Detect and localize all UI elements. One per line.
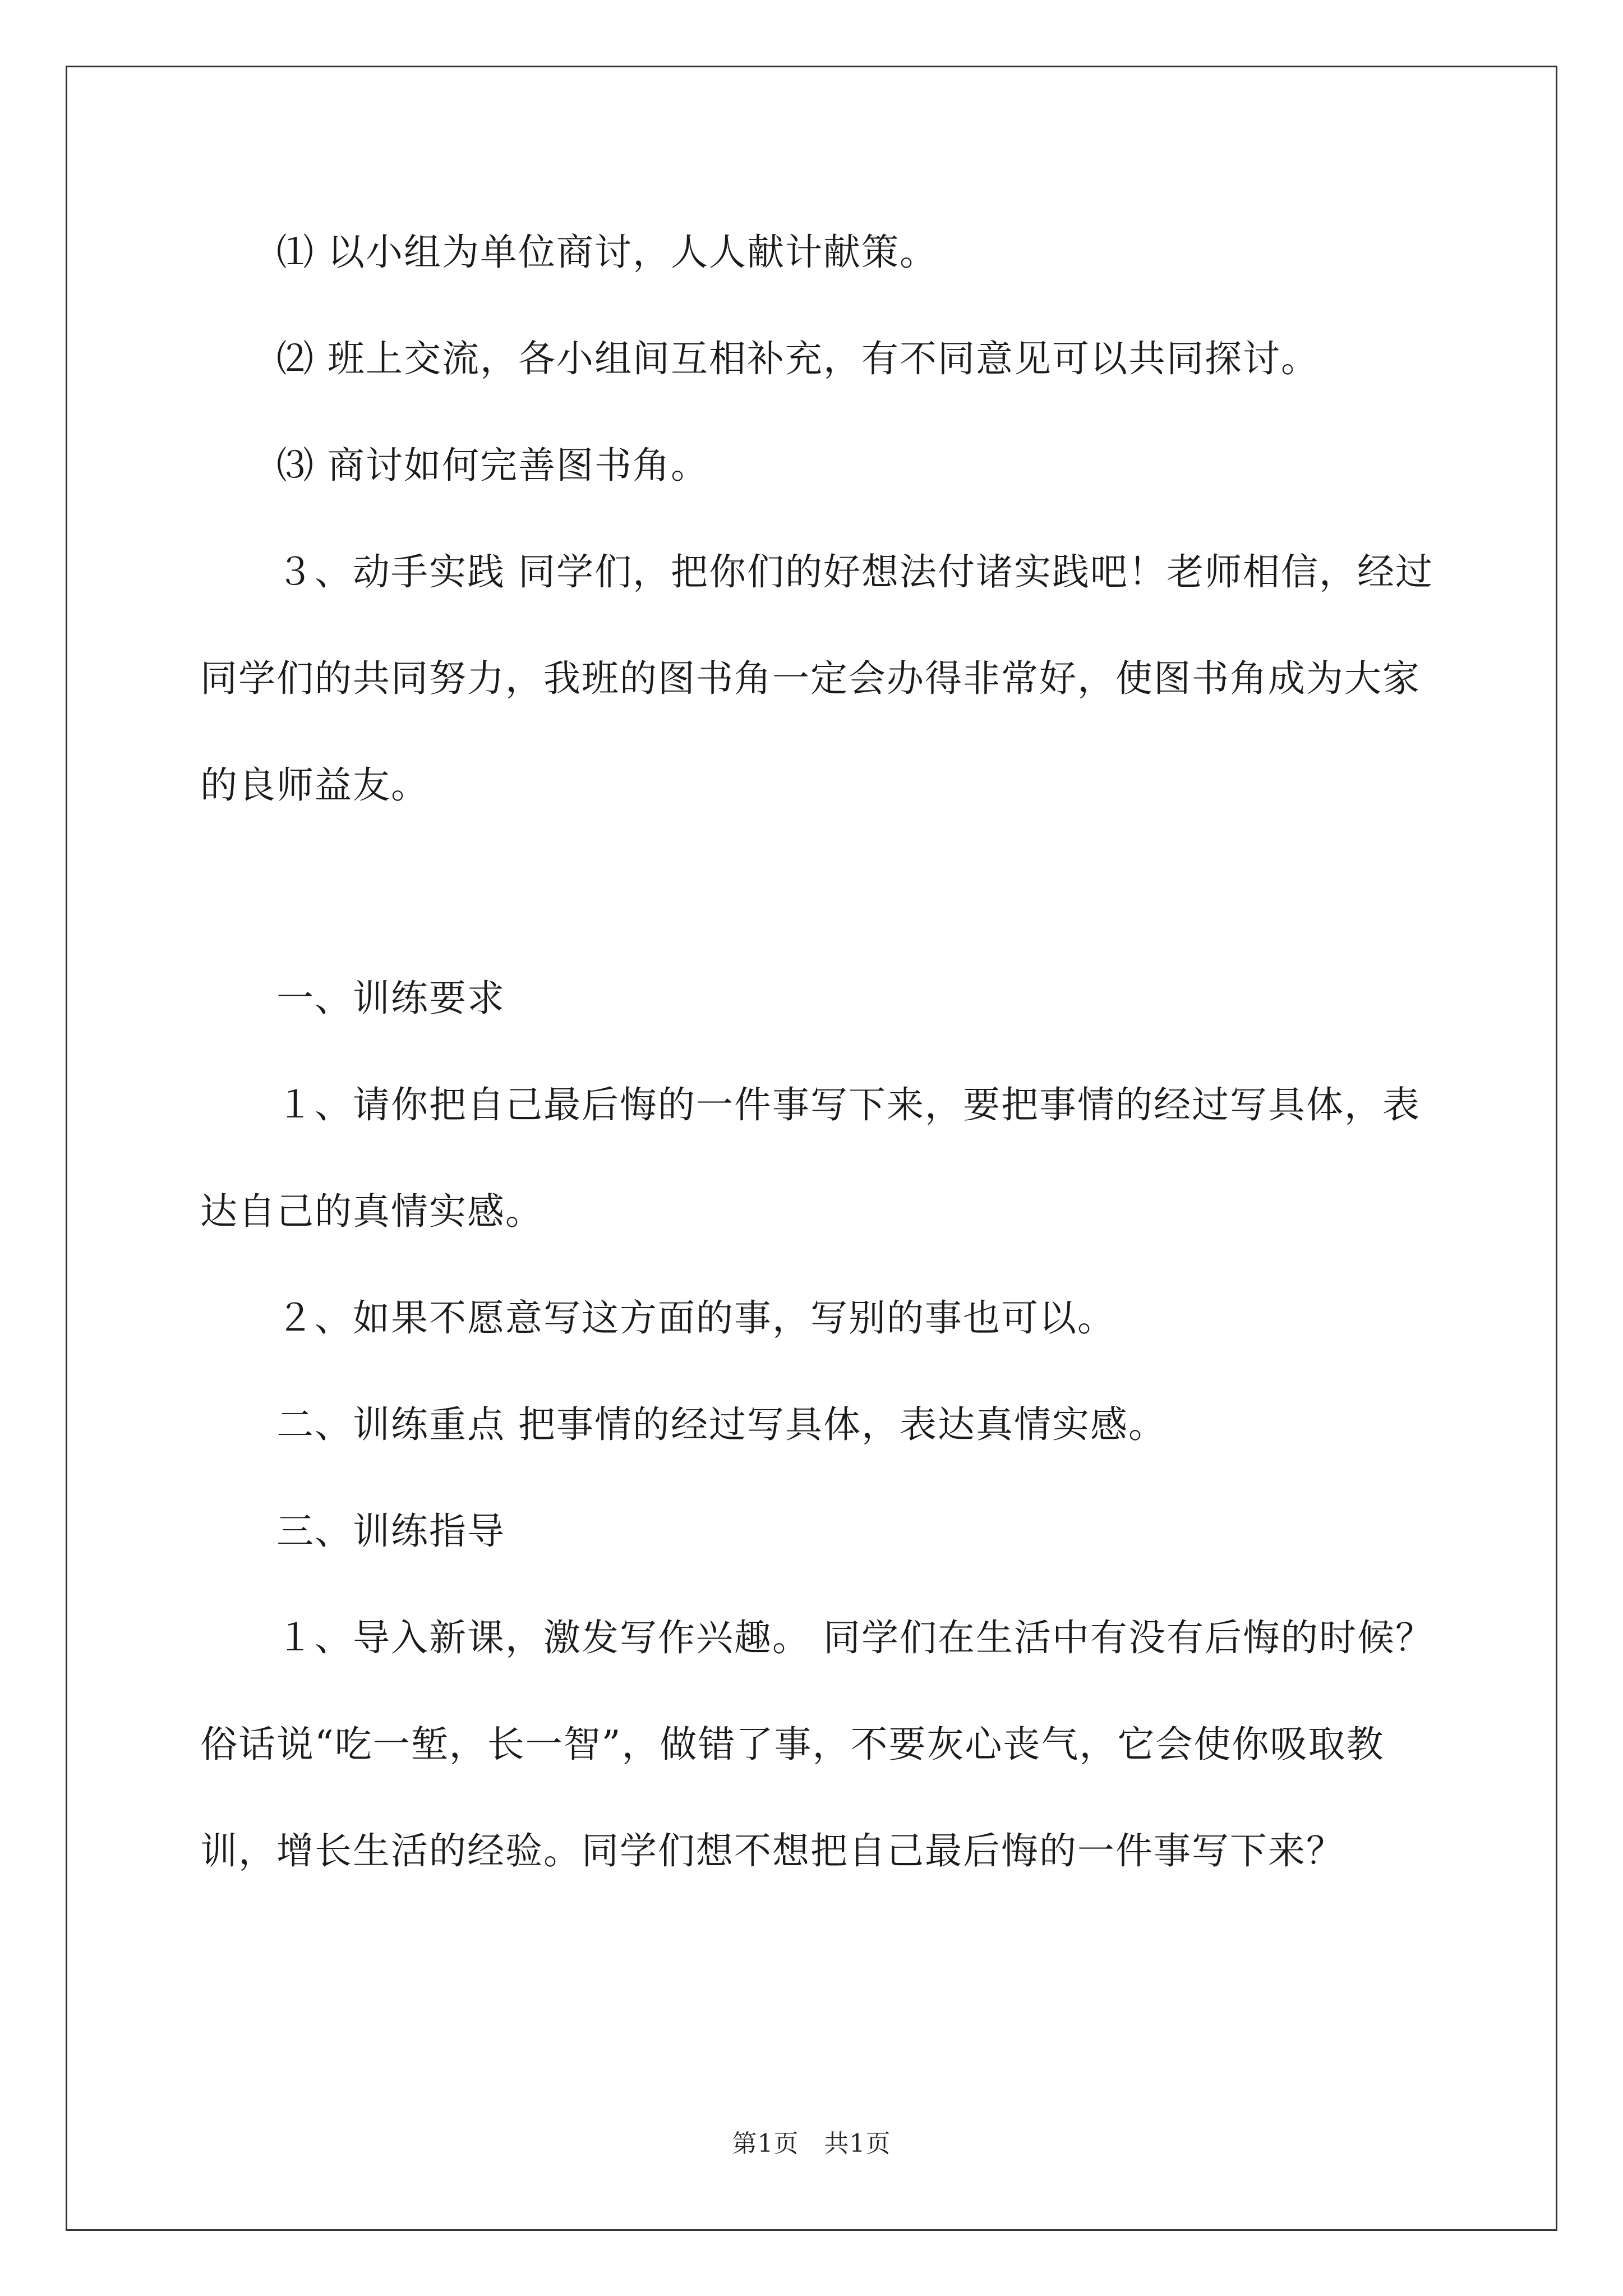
paragraph-step-2: ⑵ 班上交流，各小组间互相补充，有不同意见可以共同探讨。 (200, 337, 1319, 380)
page-footer: 第1页 共1页 (732, 2129, 891, 2158)
paragraph-guidance-1: １、导入新课，激发写作兴趣。 同学们在生活中有没有后悔的时候？俗话说“吃一堑，长一智”，做错了事，不要灰心丧气，它会使你吸取教训，增长生活的经验。同学们想不想把自己最后悔的一件事写下来？ (200, 1616, 1433, 1872)
paragraph-hands-on-practice: ３、动手实践 同学们，把你们的好想法付诸实践吧！老师相信，经过同学们的共同努力，我班的图书角一定会办得非常好，使图书角成为大家的良师益友。 (200, 550, 1433, 807)
heading-training-requirements: 一、训练要求 (200, 977, 505, 1020)
heading-training-focus: 二、训练重点 把事情的经过写具体，表达真情实感。 (200, 1403, 1166, 1446)
paragraph-step-3: ⑶ 商讨如何完善图书角。 (200, 444, 709, 487)
paragraph-requirement-1: １、请你把自己最后悔的一件事写下来，要把事情的经过写具体，表达自己的真情实感。 (200, 1083, 1421, 1233)
heading-training-guidance: 三、训练指导 (200, 1510, 505, 1553)
paragraph-requirement-2: ２、如果不愿意写这方面的事，写别的事也可以。 (200, 1296, 1115, 1340)
paragraph-step-1: ⑴ 以小组为单位商讨，人人献计献策。 (200, 231, 938, 274)
